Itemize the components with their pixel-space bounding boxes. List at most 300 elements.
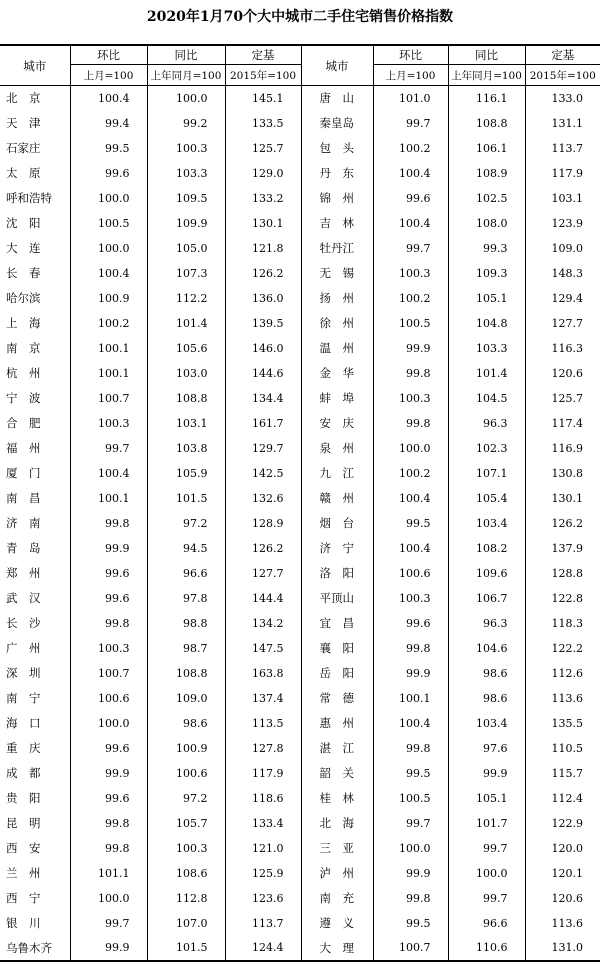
cell-base-left: 144.6: [225, 361, 301, 386]
cell-mom-right: 100.7: [373, 936, 448, 961]
cell-city-left: 宁 波: [6, 391, 41, 405]
cell-yoy-right: 109.3: [448, 261, 525, 286]
cell-yoy-left: 105.0: [147, 236, 225, 261]
cell-city-left: 杭 州: [6, 366, 41, 380]
table-row: [0, 861, 600, 886]
cell-base-left: 124.4: [225, 936, 301, 961]
cell-yoy-right: 100.0: [448, 861, 525, 886]
cell-base-left: 121.0: [225, 836, 301, 861]
cell-base-right: 118.3: [525, 611, 600, 636]
cell-mom-left: 100.7: [70, 661, 147, 686]
cell-mom-right: 99.8: [373, 886, 448, 911]
cell-base-left: 123.6: [225, 886, 301, 911]
cell-yoy-right: 97.6: [448, 736, 525, 761]
table-row: [0, 211, 600, 236]
cell-yoy-left: 100.0: [147, 86, 225, 111]
cell-city-right: 赣 州: [301, 486, 373, 511]
table-row: [0, 711, 600, 736]
cell-yoy-left: 101.4: [147, 311, 225, 336]
cell-city-right: 锦 州: [301, 186, 373, 211]
cell-city-right: 桂 林: [301, 786, 373, 811]
cell-base-right: 115.7: [525, 761, 600, 786]
cell-mom-right: 100.0: [373, 436, 448, 461]
cell-mom-left: 100.5: [70, 211, 147, 236]
cell-city-left: 昆 明: [6, 816, 41, 830]
cell-city-right: 唐 山: [301, 86, 373, 111]
cell-city-right: 扬 州: [301, 286, 373, 311]
cell-base-right: 117.4: [525, 411, 600, 436]
table-row: [0, 611, 600, 636]
cell-mom-right: 100.5: [373, 786, 448, 811]
cell-mom-right: 99.9: [373, 661, 448, 686]
cell-base-left: 137.4: [225, 686, 301, 711]
cell-base-left: 126.2: [225, 261, 301, 286]
table-row: [0, 186, 600, 211]
cell-base-left: 127.7: [225, 561, 301, 586]
cell-mom-left: 100.0: [70, 186, 147, 211]
table-body: [0, 86, 600, 961]
cell-base-left: 133.2: [225, 186, 301, 211]
cell-mom-right: 99.6: [373, 186, 448, 211]
cell-base-right: 148.3: [525, 261, 600, 286]
cell-city-left: 石家庄: [6, 141, 41, 155]
cell-mom-left: 99.4: [70, 111, 147, 136]
cell-yoy-right: 105.1: [448, 786, 525, 811]
cell-mom-right: 99.6: [373, 611, 448, 636]
cell-mom-left: 100.0: [70, 236, 147, 261]
cell-city-right: 泉 州: [301, 436, 373, 461]
cell-base-right: 109.0: [525, 236, 600, 261]
table-row: [0, 811, 600, 836]
cell-yoy-left: 97.8: [147, 586, 225, 611]
cell-city-left: 南 昌: [6, 491, 41, 505]
cell-mom-left: 100.4: [70, 461, 147, 486]
cell-city-left: 成 都: [6, 766, 41, 780]
table-row: [0, 386, 600, 411]
cell-base-right: 133.0: [525, 86, 600, 111]
cell-city-right: 秦皇岛: [301, 111, 373, 136]
cell-yoy-right: 109.6: [448, 561, 525, 586]
header-yoy-right: 同比: [448, 45, 525, 65]
cell-mom-left: 99.8: [70, 511, 147, 536]
header-yoy-left: 同比: [147, 45, 225, 65]
cell-mom-right: 101.0: [373, 86, 448, 111]
table-row: [0, 411, 600, 436]
table-row: [0, 161, 600, 186]
cell-city-left: 深 圳: [6, 666, 41, 680]
cell-base-left: 144.4: [225, 586, 301, 611]
cell-base-right: 122.2: [525, 636, 600, 661]
header-city-left: 城市: [0, 45, 70, 86]
table-row: [0, 836, 600, 861]
cell-yoy-right: 108.9: [448, 161, 525, 186]
cell-base-left: 130.1: [225, 211, 301, 236]
cell-city-right: 安 庆: [301, 411, 373, 436]
cell-mom-left: 100.0: [70, 886, 147, 911]
cell-yoy-right: 96.3: [448, 411, 525, 436]
price-index-table: [0, 44, 600, 962]
cell-base-left: 145.1: [225, 86, 301, 111]
cell-base-right: 135.5: [525, 711, 600, 736]
cell-city-left: 乌鲁木齐: [0, 936, 70, 961]
cell-city-right: 金 华: [301, 361, 373, 386]
cell-base-left: 125.9: [225, 861, 301, 886]
cell-city-right: 烟 台: [301, 511, 373, 536]
table-row: [0, 286, 600, 311]
cell-city-right: 北 海: [301, 811, 373, 836]
cell-base-right: 130.8: [525, 461, 600, 486]
table-row: [0, 561, 600, 586]
cell-mom-left: 99.8: [70, 811, 147, 836]
cell-yoy-right: 99.7: [448, 836, 525, 861]
cell-base-right: 113.7: [525, 136, 600, 161]
cell-base-right: 127.7: [525, 311, 600, 336]
table-row: [0, 911, 600, 936]
header-row-main: [0, 45, 600, 65]
table-row: [0, 736, 600, 761]
cell-base-left: 163.8: [225, 661, 301, 686]
cell-mom-left: 100.1: [70, 361, 147, 386]
cell-mom-right: 100.2: [373, 286, 448, 311]
cell-mom-right: 100.3: [373, 261, 448, 286]
cell-base-right: 120.6: [525, 886, 600, 911]
cell-mom-right: 99.8: [373, 736, 448, 761]
cell-mom-left: 99.6: [70, 586, 147, 611]
cell-yoy-left: 101.5: [147, 936, 225, 961]
header-city-right: 城市: [301, 45, 373, 86]
header-base-sub-left: 2015年=100: [225, 65, 301, 86]
cell-mom-left: 100.6: [70, 686, 147, 711]
header-mom-left: 环比: [70, 45, 147, 65]
cell-city-right: 徐 州: [301, 311, 373, 336]
table-row: [0, 511, 600, 536]
cell-mom-right: 99.8: [373, 411, 448, 436]
table-row: [0, 661, 600, 686]
cell-mom-right: 99.9: [373, 861, 448, 886]
cell-yoy-right: 110.6: [448, 936, 525, 961]
cell-yoy-left: 100.3: [147, 136, 225, 161]
table-row: [0, 136, 600, 161]
cell-yoy-right: 106.1: [448, 136, 525, 161]
table-row: [0, 111, 600, 136]
cell-city-left: 银 川: [6, 916, 41, 930]
cell-city-left: 哈尔滨: [6, 291, 41, 305]
cell-yoy-left: 98.7: [147, 636, 225, 661]
cell-city-right: 襄 阳: [301, 636, 373, 661]
cell-yoy-left: 97.2: [147, 511, 225, 536]
cell-city-right: 包 头: [301, 136, 373, 161]
header-mom-right: 环比: [373, 45, 448, 65]
cell-city-left: 青 岛: [6, 541, 41, 555]
cell-city-left: 沈 阳: [6, 216, 41, 230]
cell-city-right: 吉 林: [301, 211, 373, 236]
cell-mom-right: 100.3: [373, 586, 448, 611]
cell-base-left: 132.6: [225, 486, 301, 511]
cell-yoy-left: 100.9: [147, 736, 225, 761]
cell-yoy-left: 108.6: [147, 861, 225, 886]
cell-yoy-right: 104.8: [448, 311, 525, 336]
header-mom-sub-left: 上月=100: [70, 65, 147, 86]
cell-city-left: 南 宁: [6, 691, 41, 705]
table-row: [0, 686, 600, 711]
cell-yoy-right: 107.1: [448, 461, 525, 486]
cell-base-left: 142.5: [225, 461, 301, 486]
cell-mom-left: 100.3: [70, 636, 147, 661]
cell-base-right: 126.2: [525, 511, 600, 536]
cell-city-left: 上 海: [6, 316, 41, 330]
cell-city-left: 郑 州: [6, 566, 41, 580]
cell-base-right: 112.4: [525, 786, 600, 811]
cell-yoy-left: 107.0: [147, 911, 225, 936]
cell-yoy-right: 108.0: [448, 211, 525, 236]
cell-city-right: 大 理: [301, 936, 373, 961]
table-row: [0, 236, 600, 261]
cell-mom-left: 100.0: [70, 711, 147, 736]
cell-mom-right: 100.4: [373, 711, 448, 736]
cell-city-right: 洛 阳: [301, 561, 373, 586]
cell-city-right: 韶 关: [301, 761, 373, 786]
cell-base-right: 103.1: [525, 186, 600, 211]
table-row: [0, 761, 600, 786]
cell-base-left: 136.0: [225, 286, 301, 311]
table-row: [0, 261, 600, 286]
cell-yoy-right: 103.3: [448, 336, 525, 361]
cell-mom-right: 100.2: [373, 461, 448, 486]
cell-mom-left: 100.4: [70, 86, 147, 111]
cell-yoy-right: 99.7: [448, 886, 525, 911]
cell-base-left: 161.7: [225, 411, 301, 436]
cell-yoy-left: 103.3: [147, 161, 225, 186]
cell-base-left: 126.2: [225, 536, 301, 561]
cell-base-right: 130.1: [525, 486, 600, 511]
cell-mom-left: 99.6: [70, 561, 147, 586]
table-row: [0, 486, 600, 511]
cell-yoy-right: 96.3: [448, 611, 525, 636]
cell-mom-right: 100.2: [373, 136, 448, 161]
cell-yoy-right: 108.8: [448, 111, 525, 136]
table-row: [0, 886, 600, 911]
cell-mom-left: 99.7: [70, 911, 147, 936]
cell-yoy-left: 109.0: [147, 686, 225, 711]
cell-yoy-left: 99.2: [147, 111, 225, 136]
cell-yoy-right: 98.6: [448, 661, 525, 686]
cell-yoy-left: 107.3: [147, 261, 225, 286]
cell-yoy-right: 104.5: [448, 386, 525, 411]
cell-yoy-right: 99.9: [448, 761, 525, 786]
table-row: [0, 336, 600, 361]
cell-base-left: 125.7: [225, 136, 301, 161]
cell-yoy-left: 108.8: [147, 661, 225, 686]
table-row: [0, 311, 600, 336]
cell-yoy-left: 105.7: [147, 811, 225, 836]
cell-mom-right: 100.4: [373, 211, 448, 236]
cell-city-left: 天 津: [6, 116, 41, 130]
table-row: [0, 936, 600, 961]
cell-mom-left: 99.7: [70, 436, 147, 461]
header-yoy-sub-left: 上年同月=100: [147, 65, 225, 86]
cell-city-right: 南 充: [301, 886, 373, 911]
cell-base-right: 112.6: [525, 661, 600, 686]
cell-city-right: 无 锡: [301, 261, 373, 286]
cell-yoy-right: 101.7: [448, 811, 525, 836]
cell-yoy-left: 98.8: [147, 611, 225, 636]
cell-city-left: 西 安: [6, 841, 41, 855]
cell-mom-left: 99.9: [70, 536, 147, 561]
cell-city-left: 重 庆: [6, 741, 41, 755]
cell-mom-left: 99.6: [70, 786, 147, 811]
cell-mom-right: 99.5: [373, 911, 448, 936]
table-row: [0, 786, 600, 811]
cell-city-left: 长 沙: [6, 616, 41, 630]
cell-base-left: 113.5: [225, 711, 301, 736]
table-row: [0, 536, 600, 561]
cell-mom-right: 99.7: [373, 236, 448, 261]
cell-mom-right: 100.1: [373, 686, 448, 711]
cell-city-left: 武 汉: [6, 591, 41, 605]
cell-mom-left: 100.3: [70, 411, 147, 436]
cell-yoy-left: 112.8: [147, 886, 225, 911]
cell-mom-left: 99.6: [70, 736, 147, 761]
page-title: 2020年1月70个大中城市二手住宅销售价格指数: [146, 9, 454, 25]
table-row: [0, 361, 600, 386]
cell-yoy-left: 94.5: [147, 536, 225, 561]
cell-city-right: 湛 江: [301, 736, 373, 761]
cell-city-right: 惠 州: [301, 711, 373, 736]
table-row: [0, 636, 600, 661]
cell-yoy-right: 98.6: [448, 686, 525, 711]
cell-base-left: 127.8: [225, 736, 301, 761]
cell-base-left: 121.8: [225, 236, 301, 261]
cell-base-left: 129.0: [225, 161, 301, 186]
cell-base-right: 110.5: [525, 736, 600, 761]
cell-yoy-left: 105.6: [147, 336, 225, 361]
cell-city-right: 遵 义: [301, 911, 373, 936]
cell-base-left: 133.4: [225, 811, 301, 836]
cell-base-left: 134.2: [225, 611, 301, 636]
cell-mom-right: 99.8: [373, 361, 448, 386]
cell-base-right: 131.0: [525, 936, 600, 961]
cell-city-right: 牡丹江: [301, 236, 373, 261]
cell-city-left: 济 南: [6, 516, 41, 530]
cell-yoy-left: 103.1: [147, 411, 225, 436]
cell-yoy-left: 103.8: [147, 436, 225, 461]
cell-mom-left: 100.1: [70, 336, 147, 361]
cell-yoy-left: 109.5: [147, 186, 225, 211]
cell-yoy-left: 101.5: [147, 486, 225, 511]
cell-yoy-right: 104.6: [448, 636, 525, 661]
cell-yoy-right: 99.3: [448, 236, 525, 261]
cell-city-right: 岳 阳: [301, 661, 373, 686]
cell-base-left: 113.7: [225, 911, 301, 936]
cell-city-left: 南 京: [6, 341, 41, 355]
cell-yoy-left: 112.2: [147, 286, 225, 311]
cell-yoy-left: 100.6: [147, 761, 225, 786]
cell-base-right: 122.8: [525, 586, 600, 611]
cell-mom-right: 99.7: [373, 111, 448, 136]
cell-city-right: 丹 东: [301, 161, 373, 186]
cell-city-left: 厦 门: [6, 466, 41, 480]
cell-yoy-right: 102.3: [448, 436, 525, 461]
cell-mom-left: 99.5: [70, 136, 147, 161]
cell-city-left: 西 宁: [6, 891, 41, 905]
cell-base-right: 120.6: [525, 361, 600, 386]
cell-yoy-right: 102.5: [448, 186, 525, 211]
cell-city-left: 贵 阳: [6, 791, 41, 805]
cell-city-left: 呼和浩特: [6, 191, 52, 205]
cell-yoy-right: 101.4: [448, 361, 525, 386]
cell-base-right: 113.6: [525, 686, 600, 711]
cell-city-left: 广 州: [6, 641, 41, 655]
cell-mom-right: 100.6: [373, 561, 448, 586]
cell-city-left: 长 春: [6, 266, 41, 280]
cell-city-left: 海 口: [6, 716, 41, 730]
cell-yoy-right: 108.2: [448, 536, 525, 561]
cell-mom-right: 99.8: [373, 636, 448, 661]
cell-mom-left: 99.9: [70, 936, 147, 961]
cell-base-left: 146.0: [225, 336, 301, 361]
cell-base-right: 120.0: [525, 836, 600, 861]
cell-mom-left: 100.2: [70, 311, 147, 336]
cell-base-right: 129.4: [525, 286, 600, 311]
cell-mom-left: 99.6: [70, 161, 147, 186]
header-mom-sub-right: 上月=100: [373, 65, 448, 86]
cell-city-left: 大 连: [6, 241, 41, 255]
cell-yoy-left: 108.8: [147, 386, 225, 411]
cell-mom-right: 100.4: [373, 536, 448, 561]
cell-city-right: 三 亚: [301, 836, 373, 861]
cell-mom-left: 99.9: [70, 761, 147, 786]
cell-base-right: 120.1: [525, 861, 600, 886]
cell-mom-left: 100.7: [70, 386, 147, 411]
cell-city-left: 合 肥: [6, 416, 41, 430]
cell-base-left: 134.4: [225, 386, 301, 411]
cell-city-left: 福 州: [6, 441, 41, 455]
cell-mom-left: 99.8: [70, 836, 147, 861]
cell-base-left: 117.9: [225, 761, 301, 786]
cell-base-right: 131.1: [525, 111, 600, 136]
cell-base-left: 139.5: [225, 311, 301, 336]
cell-base-left: 129.7: [225, 436, 301, 461]
table-row: [0, 86, 600, 111]
cell-yoy-right: 105.4: [448, 486, 525, 511]
cell-yoy-left: 100.3: [147, 836, 225, 861]
cell-city-right: 济 宁: [301, 536, 373, 561]
table-row: [0, 586, 600, 611]
cell-city-right: 蚌 埠: [301, 386, 373, 411]
cell-city-left: 北 京: [6, 91, 41, 106]
cell-base-right: 137.9: [525, 536, 600, 561]
cell-base-right: 123.9: [525, 211, 600, 236]
cell-base-right: 125.7: [525, 386, 600, 411]
cell-yoy-right: 105.1: [448, 286, 525, 311]
cell-base-right: 116.3: [525, 336, 600, 361]
cell-yoy-left: 97.2: [147, 786, 225, 811]
cell-mom-right: 100.4: [373, 486, 448, 511]
cell-yoy-left: 109.9: [147, 211, 225, 236]
cell-yoy-right: 96.6: [448, 911, 525, 936]
cell-mom-right: 100.4: [373, 161, 448, 186]
cell-city-right: 泸 州: [301, 861, 373, 886]
cell-yoy-left: 103.0: [147, 361, 225, 386]
header-base-right: 定基: [525, 45, 600, 65]
cell-mom-right: 100.3: [373, 386, 448, 411]
cell-base-right: 116.9: [525, 436, 600, 461]
cell-mom-right: 99.5: [373, 761, 448, 786]
cell-yoy-right: 103.4: [448, 711, 525, 736]
cell-yoy-left: 96.6: [147, 561, 225, 586]
cell-city-left: 太 原: [6, 166, 41, 180]
cell-mom-left: 100.1: [70, 486, 147, 511]
